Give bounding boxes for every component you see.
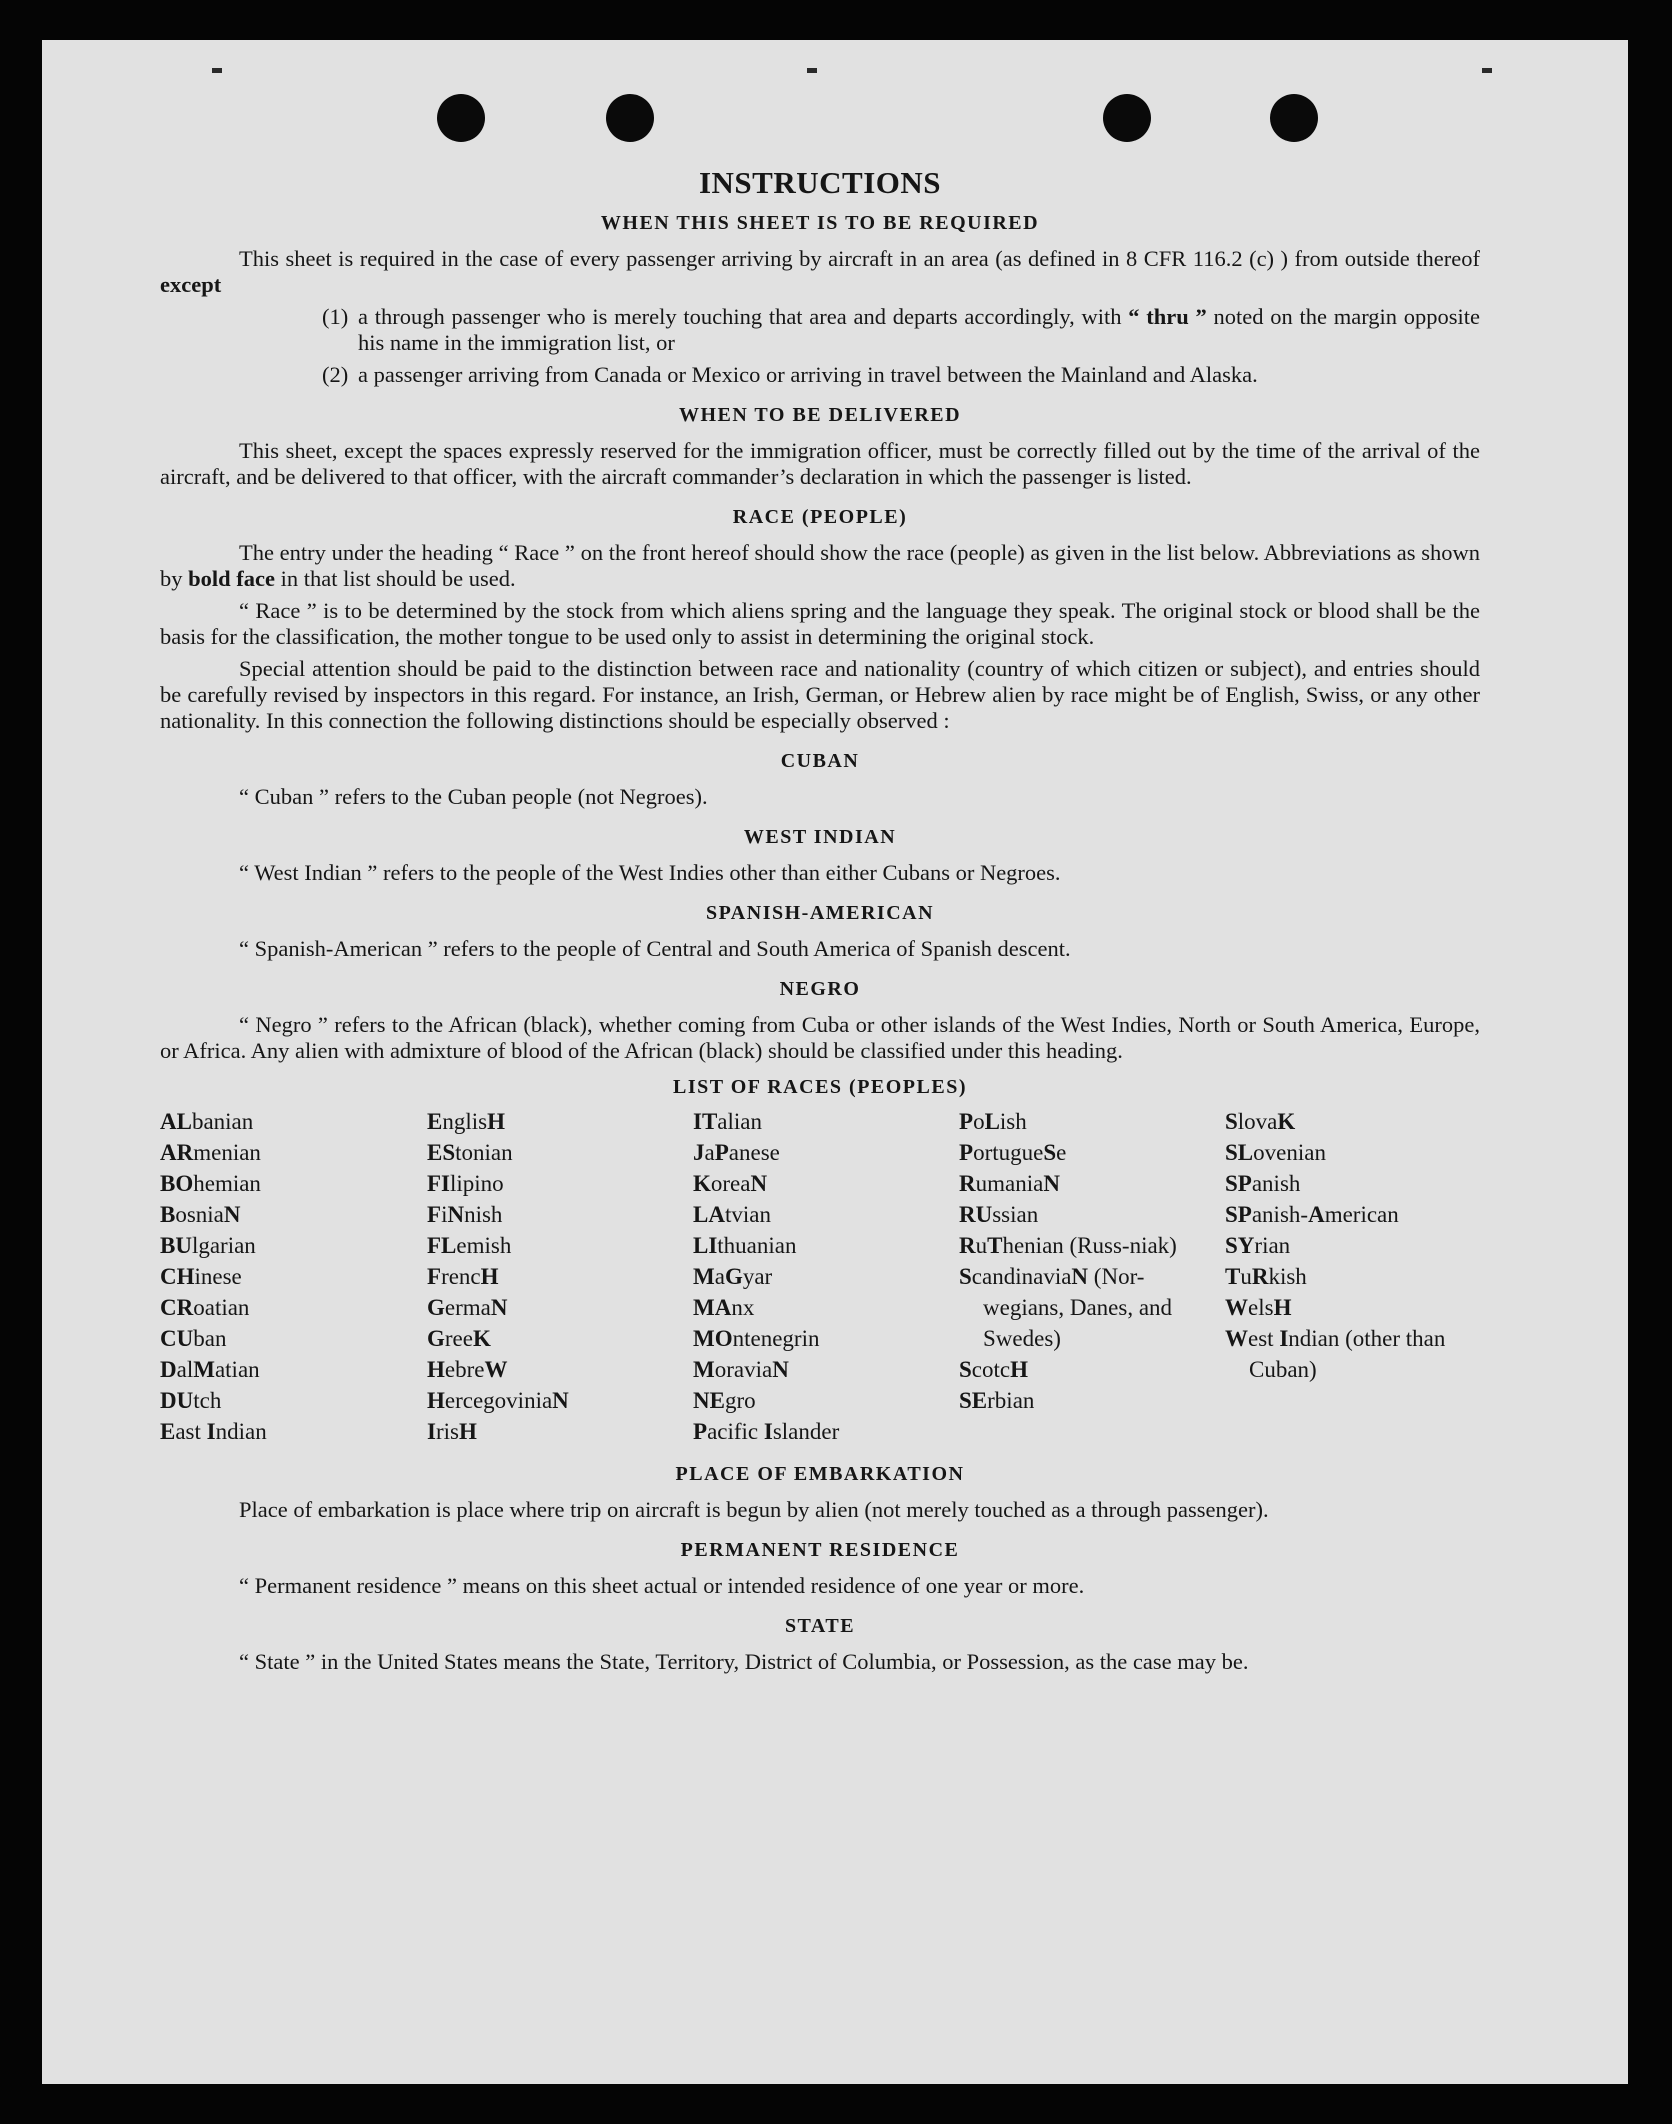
race-entry: ScandinaviaN (Nor-wegians, Danes, and Swedes)	[959, 1264, 1173, 1351]
races-column	[427, 1106, 693, 1447]
section-heading-spanish-american: SPANISH-AMERICAN	[705, 902, 935, 924]
section-heading-embarkation: PLACE OF EMBARKATION	[675, 1463, 965, 1485]
section-heading-cuban: CUBAN	[780, 750, 860, 772]
race-entry: FrencH	[427, 1264, 499, 1289]
race-entry: IrisH	[427, 1419, 477, 1444]
race-entry: SErbian	[959, 1388, 1035, 1413]
race-entry: PoLish	[959, 1109, 1027, 1134]
punch-mark	[807, 68, 817, 73]
race-entry: LIthuanian	[693, 1233, 797, 1258]
race-entry: East Indian	[160, 1419, 267, 1444]
race-entry: RuThenian (Russ-niak)	[959, 1233, 1177, 1258]
race-entry: SLovenian	[1225, 1140, 1326, 1165]
race-entry: HebreW	[427, 1357, 508, 1382]
race-entry: WelsH	[1225, 1295, 1292, 1320]
race-entry: MaGyar	[693, 1264, 773, 1289]
race-entry: FiNnish	[427, 1202, 503, 1227]
race-entry: JaPanese	[693, 1140, 780, 1165]
race-entry: TuRkish	[1225, 1264, 1307, 1289]
section-heading-race: RACE (PEOPLE)	[732, 506, 908, 528]
race-entry: KoreaN	[693, 1171, 768, 1196]
race-entry: RUssian	[959, 1202, 1039, 1227]
race-entry: FLemish	[427, 1233, 512, 1258]
race-entry: West Indian (other than Cuban)	[1225, 1326, 1446, 1382]
race-entry: EnglisH	[427, 1109, 505, 1134]
race-entry: PortugueSe	[959, 1140, 1067, 1165]
race-entry: FIlipino	[427, 1171, 504, 1196]
race-entry: ScotcH	[959, 1357, 1028, 1382]
race-entry: EStonian	[427, 1140, 513, 1165]
section-heading-races-list: LIST OF RACES (PEOPLES)	[672, 1076, 967, 1098]
section-heading-residence: PERMANENT RESIDENCE	[680, 1539, 960, 1561]
race-entry: DUtch	[160, 1388, 222, 1413]
race-entry: HercegoviniaN	[427, 1388, 569, 1413]
section-heading-when-delivered: WHEN TO BE DELIVERED	[678, 404, 962, 426]
section-heading-negro: NEGRO	[779, 978, 861, 1000]
races-column	[693, 1106, 959, 1447]
spanish-american-text: “ Spanish-American ” refers to the people of Central and South America of Spanish descent.	[239, 936, 1071, 961]
race-entry: CUban	[160, 1326, 227, 1351]
when-delivered-text: This sheet, except the spaces expressly reserved for the immigration officer, must be correctly filled out by the time of the arrival of the aircraft, and be delivered to that officer, with the aircraft commander’s declaration in which the passenger is listed.	[160, 438, 1480, 489]
race-entry: SPanish-American	[1225, 1202, 1399, 1227]
race-paragraph: “ Race ” is to be determined by the stock from which aliens spring and the language they speak. The original stock or blood shall be the basis for the classification, the mother tongue to be used only to assist in determining the original stock.	[160, 598, 1480, 649]
race-paragraph: The entry under the heading “ Race ” on the front hereof should show the race (people) as given in the list below. Abbreviations as shown by bold face in that list should be used.	[160, 540, 1480, 591]
negro-text: “ Negro ” refers to the African (black), whether coming from Cuba or other islands of the West Indies, North or South America, Europe, or Africa. Any alien with admixture of blood of the African (black) should be classified under this heading.	[160, 1012, 1480, 1063]
race-entry: LAtvian	[693, 1202, 771, 1227]
condition-item: (1) a through passenger who is merely touching that area and departs accordingly, with “ thru ” noted on the margin opposite his name in the immigration list, or	[322, 304, 1481, 355]
race-entry: BUlgarian	[160, 1233, 256, 1258]
race-entry: CHinese	[160, 1264, 242, 1289]
race-entry: SPanish	[1225, 1171, 1301, 1196]
race-entry: GreeK	[427, 1326, 491, 1351]
race-entry: SYrian	[1225, 1233, 1291, 1258]
race-entry: Pacific Islander	[693, 1419, 840, 1444]
punch-mark	[212, 68, 222, 73]
cuban-text: “ Cuban ” refers to the Cuban people (not Negroes).	[239, 784, 708, 809]
race-entry: BOhemian	[160, 1171, 261, 1196]
section-heading-state: STATE	[784, 1615, 856, 1637]
races-column	[959, 1106, 1225, 1447]
punch-mark	[1482, 68, 1492, 73]
section-heading-west-indian: WEST INDIAN	[743, 826, 897, 848]
embarkation-text: Place of embarkation is place where trip on aircraft is begun by alien (not merely touched as a through passenger).	[239, 1497, 1269, 1522]
races-column	[160, 1106, 427, 1447]
residence-text: “ Permanent residence ” means on this sheet actual or intended residence of one year or more.	[239, 1573, 1085, 1598]
race-entry: ALbanian	[160, 1109, 254, 1134]
race-entry: SlovaK	[1225, 1109, 1296, 1134]
races-list	[160, 1106, 1480, 1447]
race-entry: MAnx	[693, 1295, 755, 1320]
race-entry: MOntenegrin	[693, 1326, 820, 1351]
race-entry: RumaniaN	[959, 1171, 1060, 1196]
race-entry: MoraviaN	[693, 1357, 789, 1382]
condition-item: (2) a passenger arriving from Canada or Mexico or arriving in travel between the Mainland and Alaska.	[322, 362, 1258, 387]
race-entry: DalMatian	[160, 1357, 260, 1382]
west-indian-text: “ West Indian ” refers to the people of the West Indies other than either Cubans or Negroes.	[239, 860, 1061, 885]
instructions-content	[160, 125, 1480, 1681]
race-entry: GermaN	[427, 1295, 508, 1320]
when-required-text: This sheet is required in the case of every passenger arriving by aircraft in an area (as defined in 8 CFR 116.2 (c) ) from outside thereof except	[160, 246, 1480, 297]
race-entry: ITalian	[693, 1109, 762, 1134]
race-entry: BosniaN	[160, 1202, 241, 1227]
race-entry: ARmenian	[160, 1140, 261, 1165]
section-heading-when-required: WHEN THIS SHEET IS TO BE REQUIRED	[600, 212, 1040, 234]
races-column	[1225, 1106, 1480, 1447]
state-text: “ State ” in the United States means the State, Territory, District of Columbia, or Possession, as the case may be.	[239, 1649, 1249, 1674]
race-entry: CRoatian	[160, 1295, 250, 1320]
race-paragraph: Special attention should be paid to the distinction between race and nationality (country of which citizen or subject), and entries should be carefully revised by inspectors in this regard. For instance, an Irish, German, or Hebrew alien by race might be of English, Swiss, or any other nationality. In this connection the following distinctions should be especially observed :	[160, 656, 1480, 733]
page-title: INSTRUCTIONS	[698, 165, 941, 200]
race-entry: NEgro	[693, 1388, 756, 1413]
